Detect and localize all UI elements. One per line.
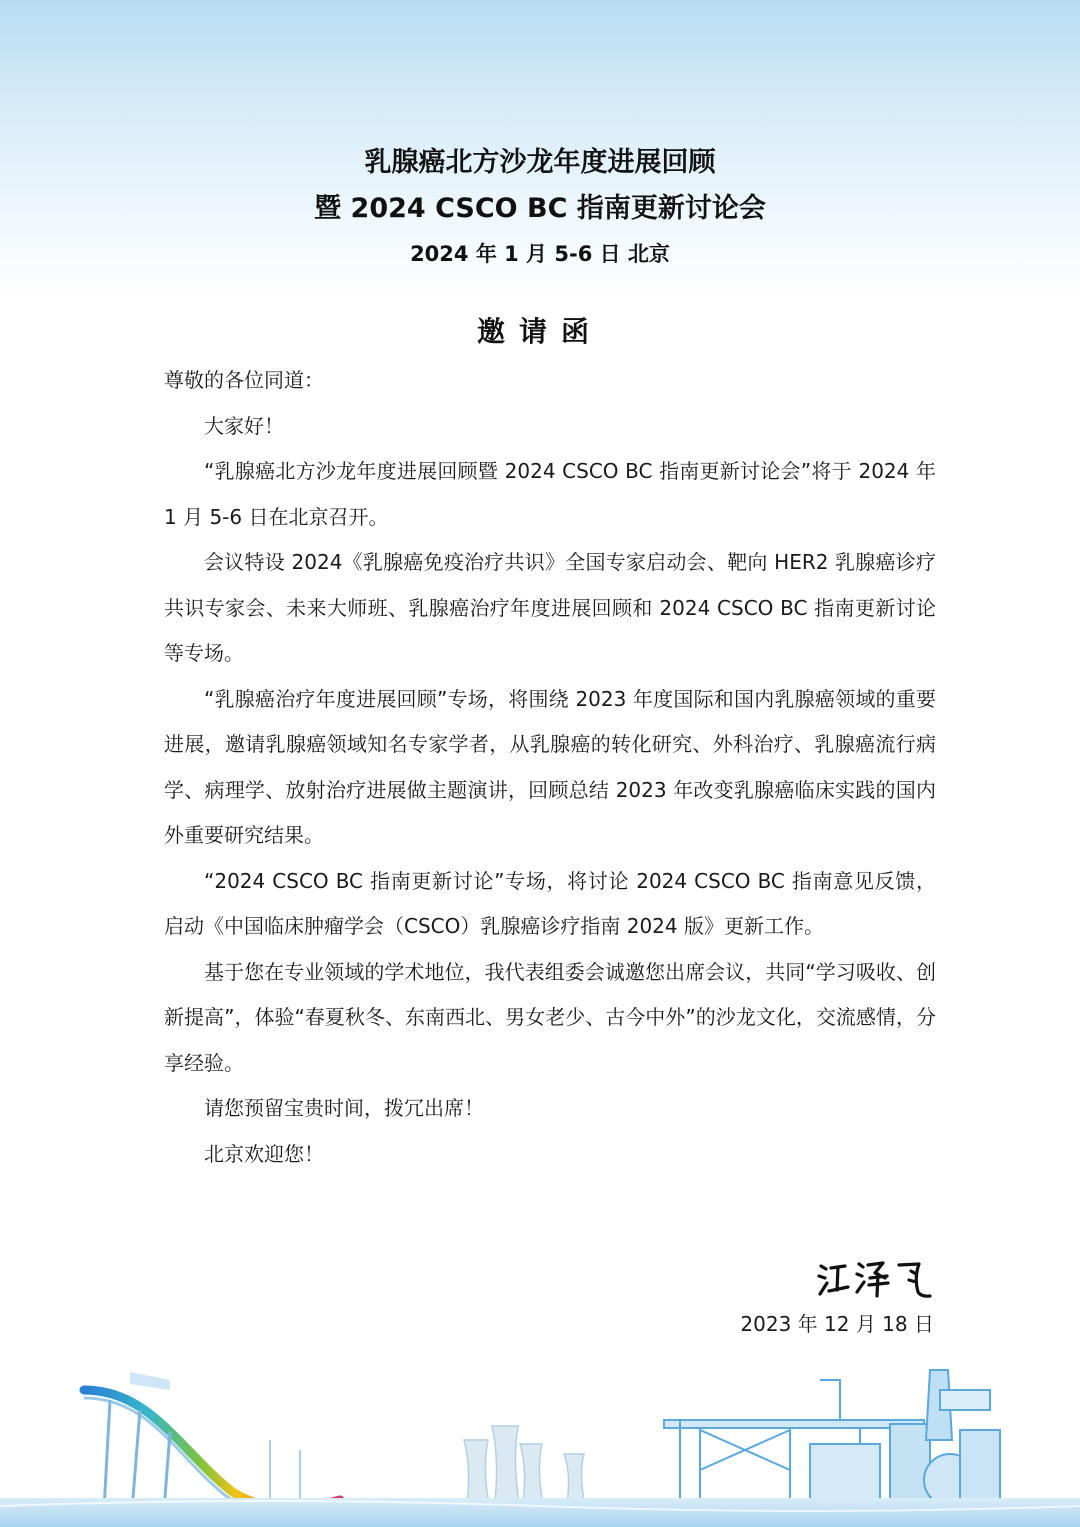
paragraph: 大家好！ <box>204 413 284 438</box>
event-date-place: 2024 年 1 月 5-6 日 北京 <box>410 242 670 266</box>
event-title-line1: 乳腺癌北方沙龙年度进展回顾 <box>364 147 716 178</box>
invitation-heading: 邀请函 <box>476 315 603 348</box>
letter-body <box>164 358 936 1177</box>
cooling-towers-icon <box>464 1426 586 1510</box>
paragraph: 北京欢迎您！ <box>204 1141 324 1166</box>
skyline-illustration <box>0 1360 1080 1527</box>
paragraph: “2024 CSCO BC 指南更新讨论”专场，将讨论 2024 CSCO BC 指南意见反馈，启动《中国临床肿瘤学会（CSCO）乳腺癌诊疗指南 2024 版》更新工作。 <box>164 868 936 938</box>
paragraph: 基于您在专业领域的学术地位，我代表组委会诚邀您出席会议，共同“学习吸收、创新提高”，体验“春夏秋冬、东南西北、男女老少、古今中外”的沙龙文化，交流感情，分享经验。 <box>164 959 936 1075</box>
salutation: 尊敬的各位同道： <box>164 368 324 392</box>
letter-date: 2023 年 12 月 18 日 <box>740 1312 934 1336</box>
paragraph: “乳腺癌治疗年度进展回顾”专场，将围绕 2023 年度国际和国内乳腺癌领域的重要进展，邀请乳腺癌领域知名专家学者，从乳腺癌的转化研究、外科治疗、乳腺癌流行病学、病理学、放射治疗进展做主题演讲，回顾总结 2023 年改变乳腺癌临床实践的国内外重要研究结果。 <box>164 686 936 847</box>
paragraph: “乳腺癌北方沙龙年度进展回顾暨 2024 CSCO BC 指南更新讨论会”将于 2024 年 1 月 5-6 日在北京召开。 <box>164 459 936 529</box>
event-title-line2: 暨 2024 CSCO BC 指南更新讨论会 <box>314 193 766 224</box>
paragraph: 请您预留宝贵时间，拨冗出席！ <box>204 1096 484 1120</box>
industrial-buildings-icon <box>664 1370 1000 1506</box>
ski-jump-icon <box>84 1372 340 1514</box>
paragraph: 会议特设 2024《乳腺癌免疫治疗共识》全国专家启动会、靶向 HER2 乳腺癌诊疗共识专家会、未来大师班、乳腺癌治疗年度进展回顾和 2024 CSCO BC 指南更新讨论等专场。 <box>164 550 936 665</box>
handwritten-signature <box>815 1256 935 1302</box>
